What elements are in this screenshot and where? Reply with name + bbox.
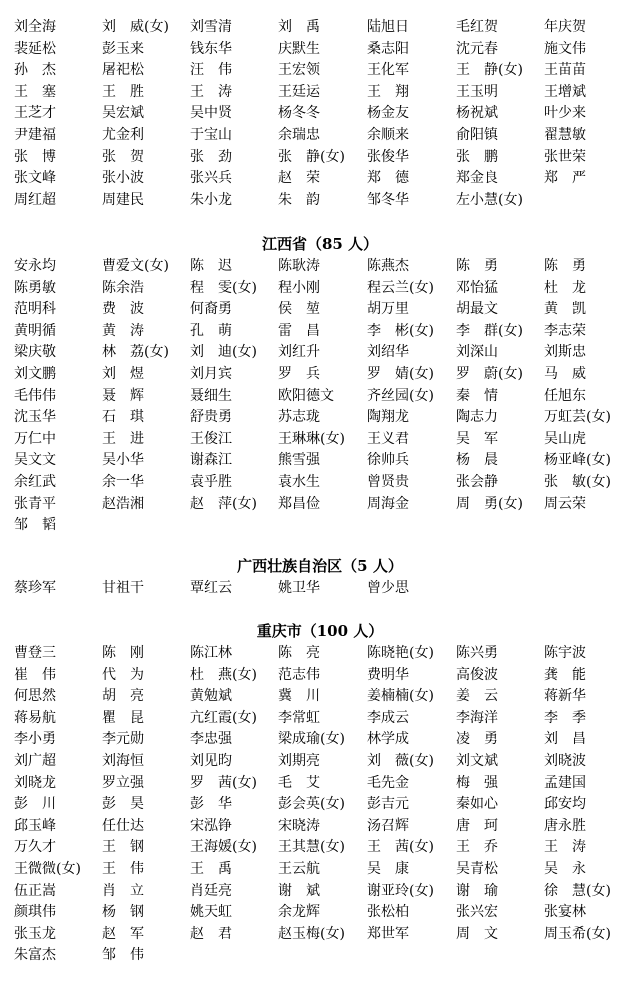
name-entry: 伍正嵩 [14,882,56,899]
name-entry: 姚天虹 [190,904,232,921]
name-entry: 刘文鹏 [14,366,56,382]
name-entry: 张 博 [14,148,56,165]
name-entry: 梁庆敬 [14,344,56,361]
name-entry: 李 群(女) [456,322,523,339]
name-entry: 朱富杰 [14,947,56,964]
name-entry: 陈宇波 [544,645,586,661]
name-entry: 龚 能 [544,666,586,683]
name-entry: 林 荔(女) [102,344,169,361]
name-entry: 邹冬华 [367,191,409,208]
name-entry: 罗 婧(女) [367,366,434,382]
name-entry: 雷 昌 [278,322,320,339]
name-entry: 汪 伟 [190,62,232,79]
name-entry: 唐 珂 [456,817,498,834]
name-entry: 刘 煜 [102,366,144,382]
name-entry: 刘红升 [278,344,320,361]
name-entry: 程云兰(女) [367,279,434,296]
name-entry: 庆默生 [278,40,320,57]
name-entry: 王 乔 [456,839,498,856]
name-entry: 邱玉峰 [14,817,56,834]
name-row [0,858,640,880]
name-row [0,880,640,902]
name-entry: 李元勋 [102,731,144,748]
name-entry: 李小勇 [14,731,56,748]
name-entry: 陈余浩 [102,279,144,296]
name-entry: 万久才 [14,839,56,856]
name-entry: 彭玉来 [102,40,144,57]
name-entry: 刘晓龙 [14,774,56,791]
name-entry: 张会静 [456,474,498,490]
name-entry: 李成云 [367,709,409,726]
name-entry: 梅 强 [456,774,498,791]
name-row [0,102,640,124]
name-entry: 余顺来 [367,127,409,143]
name-entry: 郑 严 [544,170,586,187]
name-entry: 汤召辉 [367,817,409,834]
name-entry: 袁水生 [278,474,320,490]
name-entry: 陆旭日 [367,19,409,35]
name-entry: 崔 伟 [14,666,56,683]
name-entry: 周云荣 [544,495,586,512]
name-row [0,514,640,536]
name-row [0,406,640,428]
name-entry: 裴延松 [14,40,56,57]
name-entry: 王宏领 [278,62,320,79]
name-entry: 王 钢 [102,839,144,856]
name-entry: 王 涛 [190,83,232,100]
name-entry: 李忠强 [190,731,232,748]
name-entry: 凌 勇 [456,731,498,748]
name-row [0,167,640,189]
name-entry: 张 静(女) [278,148,345,165]
name-entry: 赵 君 [190,925,232,942]
name-entry: 任仕达 [102,817,144,834]
name-entry: 范志伟 [278,666,320,683]
name-entry: 王苗苗 [544,62,586,79]
name-entry: 张 劲 [190,148,232,165]
name-entry: 张松柏 [367,904,409,921]
name-row [0,772,640,794]
name-entry: 吴中贤 [190,105,232,122]
name-entry: 彭 华 [190,796,232,813]
name-entry: 马 威 [544,366,586,382]
name-entry: 刘绍华 [367,344,409,361]
name-entry: 余红武 [14,474,56,490]
name-entry: 张宴林 [544,904,586,921]
name-entry: 郑金良 [456,170,498,187]
name-row [0,255,640,277]
name-entry: 张兴宏 [456,904,498,921]
name-entry: 黄明循 [14,322,56,339]
name-entry: 曾少思 [367,580,409,596]
name-entry: 邹 伟 [102,947,144,964]
name-entry: 陈 刚 [102,645,144,661]
name-entry: 费明华 [367,666,409,683]
name-entry: 赵玉梅(女) [278,925,345,942]
name-entry: 周玉希(女) [544,925,611,942]
name-entry: 黄勉斌 [190,688,232,705]
name-entry: 吴小华 [102,452,144,469]
name-entry: 姜 云 [456,688,498,705]
name-entry: 郑世军 [367,925,409,942]
name-entry: 陈 勇 [456,258,498,274]
name-entry: 石 琪 [102,409,144,426]
name-entry: 陈 迟 [190,258,232,274]
name-entry: 罗 蔚(女) [456,366,523,382]
name-entry: 屠祀松 [102,62,144,79]
name-entry: 张青平 [14,495,56,512]
name-entry: 周 勇(女) [456,495,523,512]
name-entry: 蔡珍军 [14,580,56,596]
name-entry: 杨亚峰(女) [544,452,611,469]
name-entry: 吴文文 [14,452,56,469]
name-entry: 谢 瑜 [456,882,498,899]
name-entry: 秦 情 [456,387,498,404]
name-entry: 毛伟伟 [14,387,56,404]
name-entry: 王 进 [102,430,144,447]
name-entry: 李海洋 [456,709,498,726]
name-row [0,449,640,471]
name-entry: 张兴兵 [190,170,232,187]
name-entry: 尹建福 [14,127,56,143]
name-row [0,642,640,664]
name-row [0,320,640,342]
name-entry: 刘见昀 [190,753,232,769]
name-entry: 王云航 [278,861,320,877]
name-entry: 亢红霞(女) [190,709,257,726]
name-entry: 黄 凯 [544,301,586,318]
name-entry: 聂 辉 [102,387,144,404]
name-entry: 秦如心 [456,796,498,813]
name-entry: 张世荣 [544,148,586,165]
name-entry: 陶翔龙 [367,409,409,426]
name-row [0,493,640,515]
name-entry: 肖廷亮 [190,882,232,899]
section-heading: 重庆市（100 人） [256,622,384,640]
name-entry: 刘文斌 [456,753,498,769]
name-entry: 翟慧敏 [544,127,586,143]
name-row [0,728,640,750]
name-entry: 覃红云 [190,580,232,596]
name-entry: 赵 军 [102,925,144,942]
name-entry: 吴宏斌 [102,105,144,122]
name-entry: 刘雪清 [190,19,232,35]
name-entry: 宋泓铮 [190,817,232,834]
name-row [0,59,640,81]
name-entry: 何裔勇 [190,301,232,318]
name-entry: 吴山虎 [544,430,586,447]
name-entry: 刘斯忠 [544,344,586,361]
name-entry: 瞿 昆 [102,709,144,726]
name-entry: 刘全海 [14,19,56,35]
name-entry: 王义君 [367,430,409,447]
name-entry: 谢森江 [190,452,232,469]
name-entry: 范明科 [14,301,56,318]
name-entry: 胡 亮 [102,688,144,705]
name-entry: 姚卫华 [278,580,320,596]
name-row [0,385,640,407]
name-entry: 陈 亮 [278,645,320,661]
name-entry: 王 翔 [367,83,409,100]
name-entry: 杨祝斌 [456,105,498,122]
name-entry: 杜 龙 [544,279,586,296]
name-entry: 熊雪强 [278,452,320,469]
name-entry: 俞阳镇 [456,127,498,143]
name-entry: 曹爱文(女) [102,258,169,274]
name-entry: 王增斌 [544,83,586,100]
name-entry: 李 彬(女) [367,322,434,339]
name-entry: 周红超 [14,191,56,208]
name-entry: 陈晓艳(女) [367,645,434,661]
name-row [0,836,640,858]
name-entry: 费 波 [102,301,144,318]
section-heading: 广西壮族自治区（5 人） [237,557,403,575]
name-entry: 陈燕杰 [367,258,409,274]
name-entry: 毛 艾 [278,774,320,791]
name-entry: 罗立强 [102,774,144,791]
name-entry: 张 鹏 [456,148,498,165]
name-entry: 余一华 [102,474,144,490]
name-entry: 赵 萍(女) [190,495,257,512]
name-entry: 李志荣 [544,322,586,339]
name-entry: 舒贵勇 [190,409,232,426]
section-heading: 江西省（85 人） [261,235,379,253]
name-entry: 孔 萌 [190,322,232,339]
name-entry: 陈耿涛 [278,258,320,274]
name-entry: 任旭东 [544,387,586,404]
name-entry: 唐永胜 [544,817,586,834]
name-entry: 谢亚玲(女) [367,882,434,899]
name-entry: 王 胜 [102,83,144,100]
name-row [0,124,640,146]
name-row [0,16,640,38]
name-entry: 万仁中 [14,430,56,447]
name-entry: 罗 茜(女) [190,774,257,791]
name-entry: 刘海恒 [102,753,144,769]
name-entry: 郑昌俭 [278,495,320,512]
name-entry: 刘 禹 [278,19,320,35]
name-entry: 彭 昊 [102,796,144,813]
name-entry: 陈江林 [190,645,232,661]
name-entry: 毛红贺 [456,19,498,35]
name-entry: 左小慧(女) [456,191,523,208]
name-entry: 曹登三 [14,645,56,661]
name-entry: 郑 德 [367,170,409,187]
name-entry: 安永均 [14,258,56,274]
name-entry: 余瑞忠 [278,127,320,143]
name-entry: 梁成瑜(女) [278,731,345,748]
name-entry: 施文伟 [544,40,586,57]
name-row [0,664,640,686]
name-entry: 张玉龙 [14,925,56,942]
name-entry: 袁乎胜 [190,474,232,490]
name-entry: 刘月宾 [190,366,232,382]
name-row [0,685,640,707]
name-entry: 王玉明 [456,83,498,100]
name-entry: 张文峰 [14,170,56,187]
name-entry: 刘期亮 [278,753,320,769]
name-entry: 周建民 [102,191,144,208]
name-entry: 刘 迪(女) [190,344,257,361]
name-entry: 杜 燕(女) [190,666,257,683]
name-entry: 彭 川 [14,796,56,813]
name-entry: 谢 斌 [278,882,320,899]
name-entry: 甘祖干 [102,580,144,596]
name-entry: 张小波 [102,170,144,187]
name-entry: 叶少来 [544,105,586,122]
name-row [0,901,640,923]
name-entry: 黄 涛 [102,322,144,339]
name-entry: 李 季 [544,709,586,726]
name-entry: 余龙辉 [278,904,320,921]
name-entry: 王微微(女) [14,861,81,877]
name-entry: 王海媛(女) [190,839,257,856]
name-entry: 李常虹 [278,709,320,726]
name-entry: 周海金 [367,495,409,512]
name-entry: 尤金利 [102,127,144,143]
name-entry: 王芝才 [14,105,56,122]
name-entry: 杨 钢 [102,904,144,921]
name-row [0,815,640,837]
name-entry: 周 文 [456,925,498,942]
name-entry: 赵 荣 [278,170,320,187]
name-row [0,298,640,320]
name-entry: 陈勇敏 [14,279,56,296]
name-entry: 年庆贺 [544,19,586,35]
name-entry: 邱安均 [544,796,586,813]
name-entry: 孟建国 [544,774,586,791]
name-entry: 肖 立 [102,882,144,899]
name-entry: 陈 勇 [544,258,586,274]
name-entry: 罗 兵 [278,366,320,382]
name-row [0,944,640,966]
name-entry: 聂细生 [190,387,232,404]
name-entry: 曾贤贵 [367,474,409,490]
name-entry: 毛先金 [367,774,409,791]
name-entry: 徐 慧(女) [544,882,611,899]
name-entry: 王化军 [367,62,409,79]
name-row [0,189,640,211]
name-entry: 蒋易航 [14,709,56,726]
name-entry: 高俊波 [456,666,498,683]
name-entry: 吴 康 [367,861,409,877]
name-entry: 吴青松 [456,861,498,877]
name-entry: 钱东华 [190,40,232,57]
name-entry: 孙 杰 [14,62,56,79]
name-entry: 邹 韬 [14,517,56,534]
name-entry: 徐帅兵 [367,452,409,469]
name-entry: 张俊华 [367,148,409,165]
name-entry: 代 为 [102,666,144,683]
name-entry: 王 静(女) [456,62,523,79]
name-entry: 王 禹 [190,861,232,877]
name-row [0,363,640,385]
name-entry: 胡最文 [456,301,498,318]
name-entry: 刘 威(女) [102,19,169,35]
name-entry: 王 塞 [14,83,56,100]
name-row [0,577,640,599]
name-entry: 张 敏(女) [544,474,611,490]
name-row [0,793,640,815]
name-entry: 王琳琳(女) [278,430,345,447]
name-row [0,428,640,450]
name-entry: 王俊江 [190,430,232,447]
name-row [0,471,640,493]
name-entry: 彭会英(女) [278,796,345,813]
name-row [0,38,640,60]
name-entry: 苏志珑 [278,409,320,426]
name-entry: 陈兴勇 [456,645,498,661]
name-entry: 杨 晨 [456,452,498,469]
name-row [0,923,640,945]
name-entry: 刘 昌 [544,731,586,748]
name-entry: 彭吉元 [367,796,409,813]
name-entry: 杨冬冬 [278,105,320,122]
name-entry: 赵浩湘 [102,495,144,512]
name-row [0,707,640,729]
name-entry: 胡万里 [367,301,409,318]
name-entry: 程 雯(女) [190,279,257,296]
name-row [0,277,640,299]
name-row [0,341,640,363]
name-entry: 程小刚 [278,279,320,296]
name-entry: 刘 薇(女) [367,753,434,769]
name-row [0,750,640,772]
name-entry: 刘晓波 [544,753,586,769]
name-entry: 姜楠楠(女) [367,688,434,705]
name-entry: 欧阳德文 [278,387,334,404]
name-entry: 桑志阳 [367,40,409,57]
name-row [0,146,640,168]
name-entry: 邓怡猛 [456,279,498,296]
name-entry: 刘深山 [456,344,498,361]
name-entry: 朱小龙 [190,191,232,208]
name-entry: 林学成 [367,731,409,748]
name-entry: 王 茜(女) [367,839,434,856]
name-entry: 吴 军 [456,430,498,447]
name-entry: 冀 川 [278,688,320,705]
name-entry: 王 涛 [544,839,586,856]
name-entry: 王 伟 [102,861,144,877]
name-entry: 蒋新华 [544,688,586,705]
name-entry: 吴 永 [544,861,586,877]
name-entry: 万虹芸(女) [544,409,611,426]
name-entry: 侯 堃 [278,301,320,318]
name-entry: 于宝山 [190,127,232,143]
name-entry: 齐丝园(女) [367,387,434,404]
name-entry: 颜琪伟 [14,904,56,921]
name-entry: 陶志力 [456,409,498,426]
name-entry: 沈玉华 [14,409,56,426]
name-row [0,81,640,103]
name-entry: 沈元春 [456,40,498,57]
name-entry: 何思然 [14,688,56,705]
name-entry: 张 贺 [102,148,144,165]
name-entry: 杨金友 [367,105,409,122]
name-entry: 王廷运 [278,83,320,100]
name-entry: 刘广超 [14,753,56,769]
name-entry: 王其慧(女) [278,839,345,856]
name-entry: 宋晓涛 [278,817,320,834]
name-entry: 朱 韵 [278,191,320,208]
